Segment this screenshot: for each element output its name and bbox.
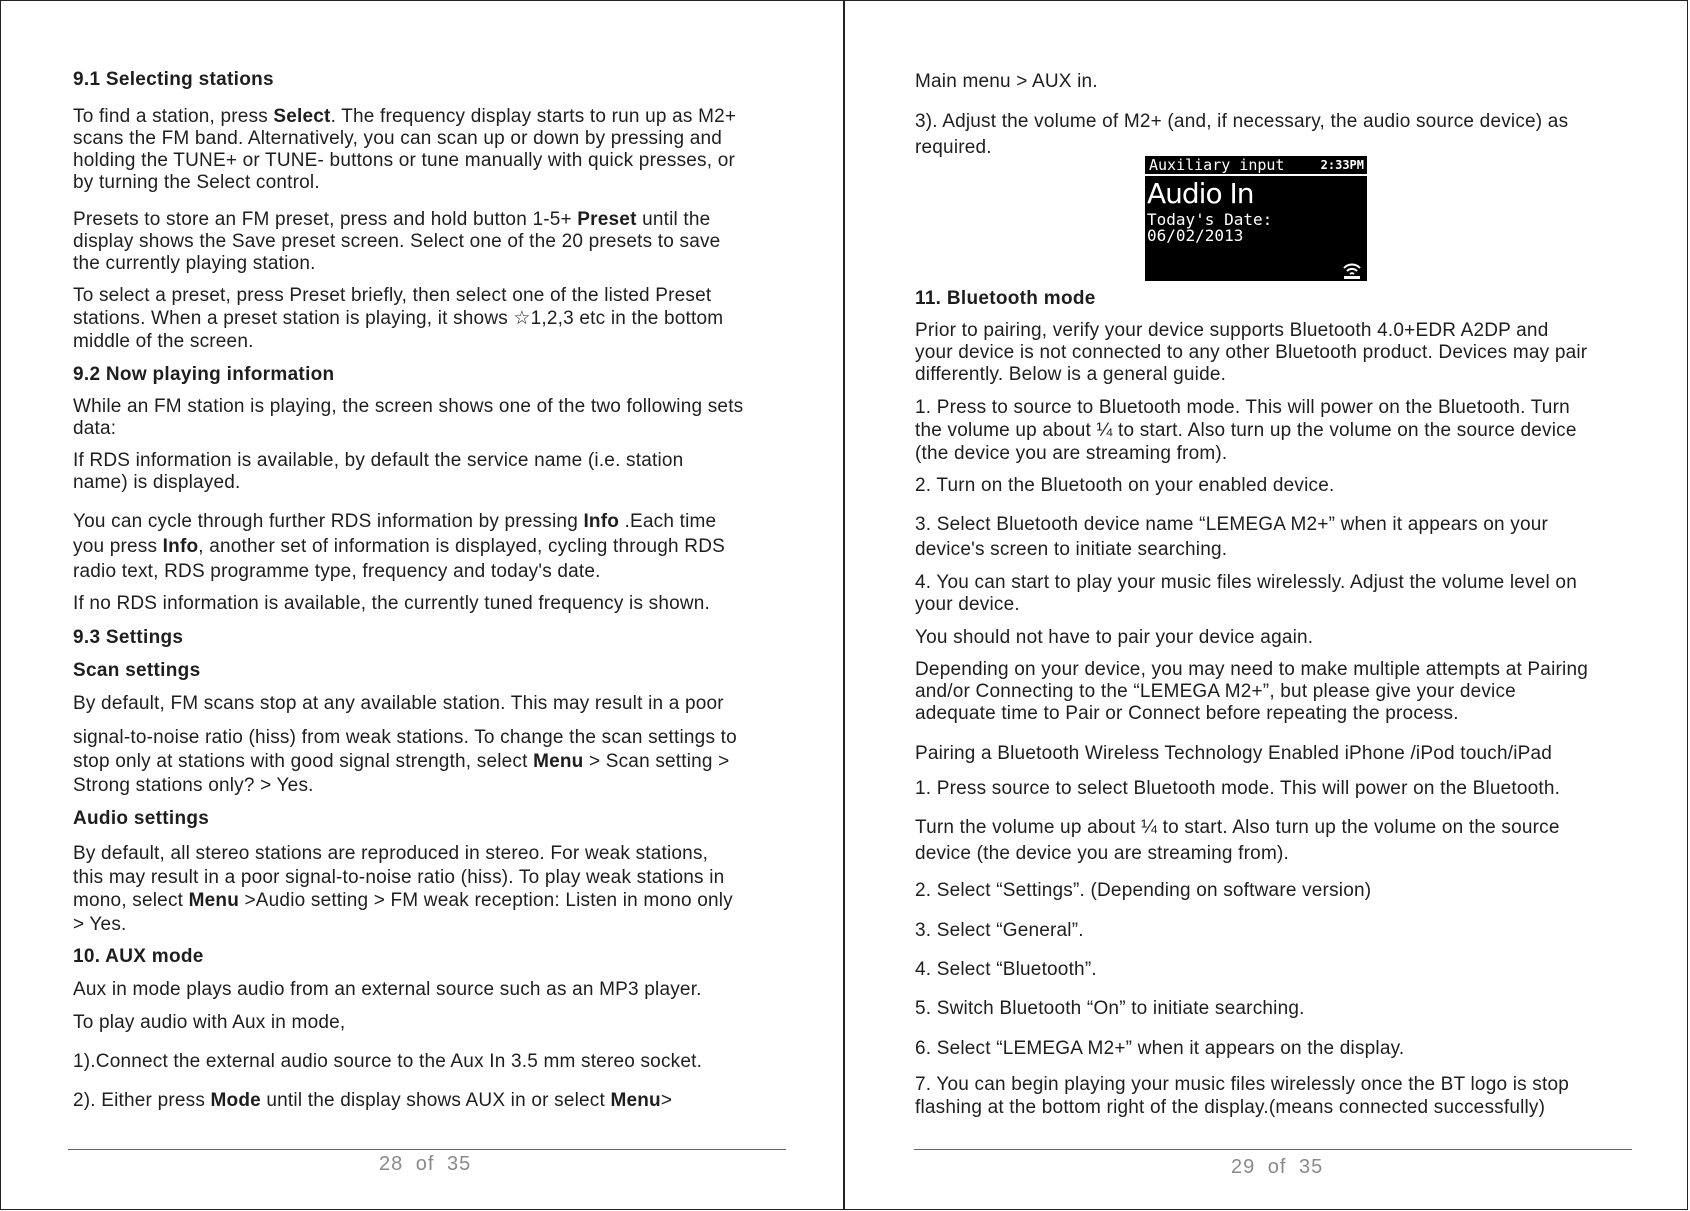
paragraph-ios-step-3: 3. Select “General”. <box>915 920 1084 941</box>
paragraph-ios-step-4: 4. Select “Bluetooth”. <box>915 959 1097 980</box>
paragraph-aux-mode: 2). Either press Mode until the display shows AUX in or select Menu> <box>73 1090 673 1111</box>
paragraph-ios-step-2: 2. Select “Settings”. (Depending on software version) <box>915 880 1372 901</box>
heading-9-2: 9.2 Now playing information <box>73 364 335 385</box>
wifi-signal-icon <box>1341 259 1363 279</box>
paragraph-scan-change: signal-to-noise ratio (hiss) from weak stations. To change the scan settings to stop only at stations with good signal strength, select Menu > Scan setting > Strong stations only? > Yes. <box>73 727 737 796</box>
paragraph-pairing-iphone: Pairing a Bluetooth Wireless Technology Enabled iPhone /iPod touch/iPad <box>915 743 1553 764</box>
footer-rule-right <box>914 1149 1632 1150</box>
aux-display-screenshot <box>1145 156 1367 281</box>
paragraph-fm-playing: While an FM station is playing, the screen shows one of the two following sets data: <box>73 396 744 439</box>
paragraph-scan-default: By default, FM scans stop at any available station. This may result in a poor <box>73 693 724 714</box>
paragraph-ios-step-6: 6. Select “LEMEGA M2+” when it appears on the display. <box>915 1038 1405 1059</box>
paragraph-bt-step-1: 1. Press to source to Bluetooth mode. This will power on the Bluetooth. Turn the volume up about ¼ to start. Also turn up the volume on the source device (the device you are streaming from). <box>915 397 1577 464</box>
paragraph-bt-step-3: 3. Select Bluetooth device name “LEMEGA M2+” when it appears on your device's screen to initiate searching. <box>915 514 1549 560</box>
heading-scan-settings: Scan settings <box>73 660 201 681</box>
heading-11: 11. Bluetooth mode <box>915 288 1096 309</box>
paragraph-aux-source: Aux in mode plays audio from an external source such as an MP3 player. <box>73 979 702 1000</box>
heading-9-3: 9.3 Settings <box>73 627 184 648</box>
paragraph-aux-connect: 1).Connect the external audio source to the Aux In 3.5 mm stereo socket. <box>73 1051 703 1072</box>
footer-rule-left <box>68 1149 786 1150</box>
display-clock: 2:33PM <box>1320 158 1364 172</box>
paragraph-ios-step-5: 5. Switch Bluetooth “On” to initiate searching. <box>915 998 1305 1019</box>
heading-9-1: 9.1 Selecting stations <box>73 69 274 90</box>
paragraph-store-preset: Presets to store an FM preset, press and hold button 1-5+ Preset until the display shows the Save preset screen. Select one of the 20 presets to save the currently playing station. <box>73 209 721 274</box>
paragraph-bt-step-4: 4. You can start to play your music files wirelessly. Adjust the volume level on your device. <box>915 572 1577 615</box>
paragraph-select-preset: To select a preset, press Preset briefly, then select one of the listed Preset stations. When a preset station is playing, it shows ☆1,2,3 etc in the bottom middle of the screen. <box>73 285 724 352</box>
paragraph-select-station: To find a station, press Select. The frequency display starts to run up as M2+ scans the FM band. Alternatively, you can scan up or down by pressing and holding the TUNE+ or TUNE- buttons or tune manually with quick presses, or by turning the Select control. <box>73 106 737 193</box>
paragraph-aux-play: To play audio with Aux in mode, <box>73 1012 346 1033</box>
display-mode-name: Audio In <box>1147 177 1254 210</box>
paragraph-no-rds: If no RDS information is available, the currently tuned frequency is shown. <box>73 593 711 614</box>
paragraph-no-repair: You should not have to pair your device again. <box>915 627 1314 648</box>
paragraph-adjust-volume: 3). Adjust the volume of M2+ (and, if necessary, the audio source device) as required. <box>915 111 1569 158</box>
paragraph-bt-step-2: 2. Turn on the Bluetooth on your enabled device. <box>915 475 1335 496</box>
paragraph-ios-step-7: 7. You can begin playing your music files wirelessly once the BT logo is stop flashing at the bottom right of the display.(means connected successfully) <box>915 1074 1570 1118</box>
paragraph-ios-volume: Turn the volume up about ¼ to start. Also turn up the volume on the source device (the device you are streaming from). <box>915 817 1560 864</box>
heading-10: 10. AUX mode <box>73 946 204 967</box>
heading-audio-settings: Audio settings <box>73 808 210 829</box>
paragraph-rds-available: If RDS information is available, by default the service name (i.e. station name) is displayed. <box>73 450 684 493</box>
display-date-value: 06/02/2013 <box>1147 226 1244 245</box>
paragraph-ios-step-1: 1. Press source to select Bluetooth mode. This will power on the Bluetooth. <box>915 778 1561 799</box>
paragraph-audio-default: By default, all stereo stations are reproduced in stereo. For weak stations, this may result in a poor signal-to-noise ratio (hiss). To play weak stations in mono, select Menu >Audio setting > FM weak reception: Listen in mono only > Yes. <box>73 843 733 935</box>
page-number-right: 29 of 35 <box>1231 1156 1324 1178</box>
page-number-left: 28 of 35 <box>379 1153 472 1175</box>
paragraph-rds-cycle: You can cycle through further RDS information by pressing Info .Each time you press Info, another set of information is displayed, cycling through RDS radio text, RDS programme type, frequency and today's date. <box>73 511 725 582</box>
display-title: Auxiliary input <box>1149 156 1285 174</box>
paragraph-depending-device: Depending on your device, you may need to make multiple attempts at Pairing and/or Connecting to the “LEMEGA M2+”, but please give your device adequate time to Pair or Connect before repeating the process. <box>915 659 1588 724</box>
display-date-label: Today's Date: <box>1147 210 1273 229</box>
paragraph-prior-pairing: Prior to pairing, verify your device supports Bluetooth 4.0+EDR A2DP and your device is not connected to any other Bluetooth product. Devices may pair differently. Below is a general guide. <box>915 320 1588 385</box>
paragraph-main-menu-aux: Main menu > AUX in. <box>915 71 1098 92</box>
